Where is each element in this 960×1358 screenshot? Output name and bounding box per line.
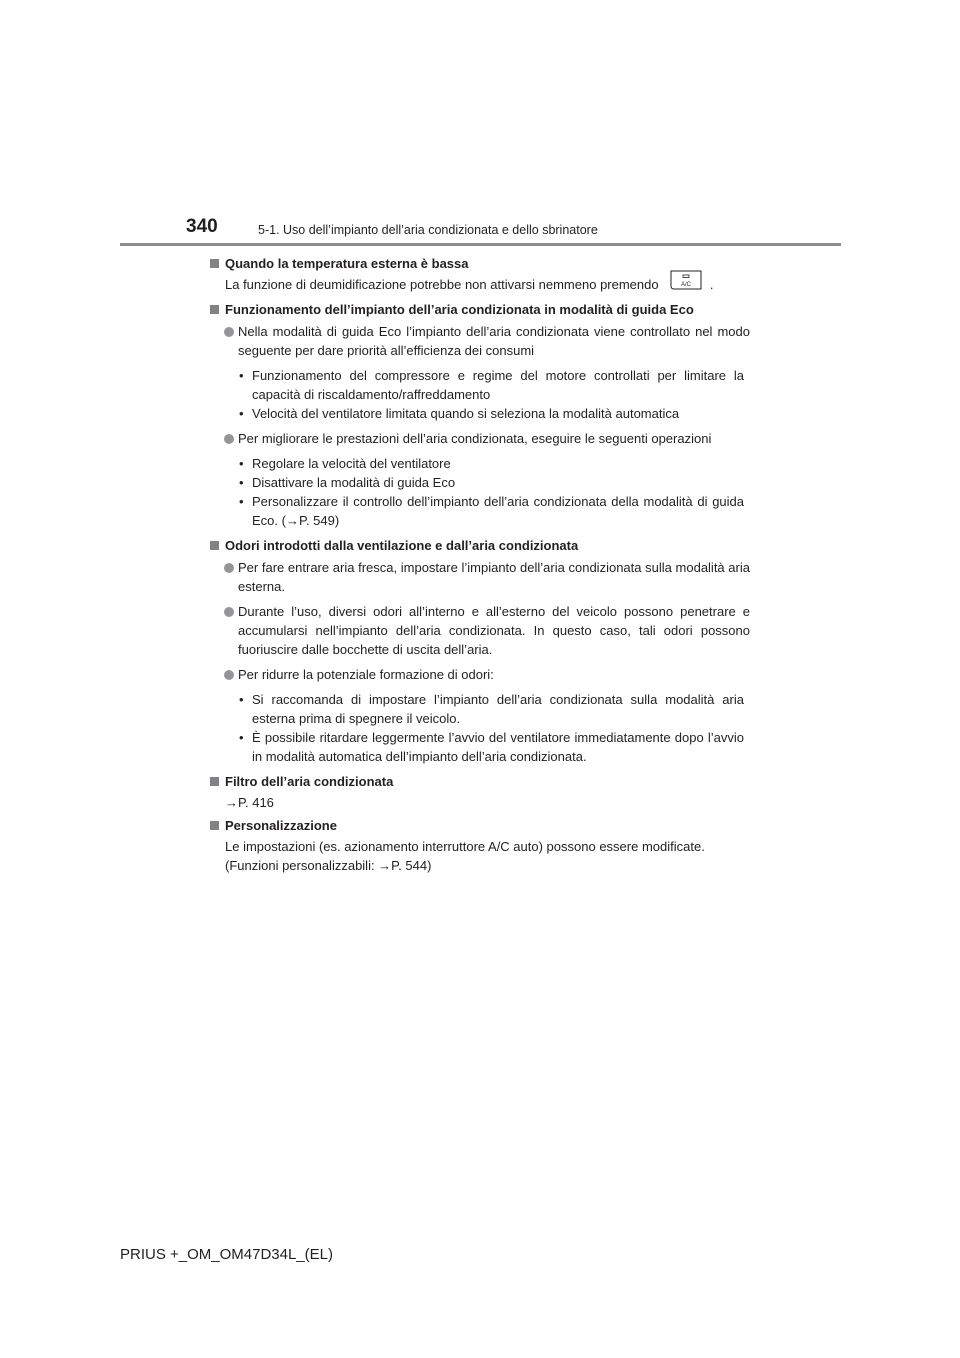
bullet-item: [210, 322, 750, 360]
section-heading-text: Odori introdotti dalla ventilazione e dall’aria condizionata: [225, 538, 579, 554]
sub-bullet-glyph: •: [239, 475, 244, 491]
sub-list: [210, 366, 750, 423]
section-title: 5-1. Uso dell’impianto dell’aria condizionata e dello sbrinatore: [258, 223, 598, 237]
page-header: [0, 0, 960, 250]
square-marker-icon: [210, 541, 219, 550]
bullet-text: Durante l’uso, diversi odori all’interno e all’esterno del veicolo possono penetrare e accumularsi nell’impianto dell’aria condizionata. In questo caso, tali odori possono fuoriuscire dalle bocchette di uscita dell’aria.: [238, 604, 750, 658]
bullet-text: Per fare entrare aria fresca, impostare l’impianto dell’aria condizionata sulla modalità aria esterna.: [238, 560, 750, 595]
sub-item-text: Disattivare la modalità di guida Eco: [252, 475, 456, 491]
sub-item-text: È possibile ritardare leggermente l’avvio del ventilatore immediatamente dopo l’avvio in modalità automatica dell’impianto dell’aria condizionata.: [252, 730, 744, 765]
bullet-item: [210, 558, 750, 596]
sub-item-text: Funzionamento del compressore e regime del motore controllati per limitare la capacità di riscaldamento/raffreddamento: [252, 368, 744, 403]
sub-bullet-glyph: •: [239, 406, 244, 422]
body-text-end: .: [709, 277, 714, 292]
body-text: La funzione di deumidificazione potrebbe non attivarsi nemmeno premendo: [225, 277, 659, 292]
bullet-text: Per migliorare le prestazioni dell’aria condizionata, eseguire le seguenti operazioni: [238, 431, 712, 447]
section-body: [210, 275, 750, 296]
section-heading-text: Funzionamento dell’impianto dell’aria condizionata in modalità di guida Eco: [225, 302, 694, 318]
square-marker-icon: [210, 821, 219, 830]
section-body: [210, 793, 750, 812]
sub-list: [210, 690, 750, 766]
section-customization: [210, 816, 750, 875]
sub-bullet-glyph: •: [239, 456, 244, 472]
header-divider: [120, 243, 841, 246]
section-low-outside-temperature: [210, 254, 750, 296]
page-reference-link[interactable]: (Funzioni personalizzabili: →P. 544): [225, 858, 432, 874]
sub-item-text: Regolare la velocità del ventilatore: [252, 456, 451, 472]
sub-list-item: [210, 454, 750, 473]
square-marker-icon: [210, 305, 219, 314]
page-number: 340: [186, 216, 218, 237]
page-reference-link[interactable]: →P. 416: [225, 795, 274, 811]
page-content: [210, 254, 750, 879]
section-heading: [210, 300, 750, 319]
sub-item-text: Si raccomanda di impostare l’impianto dell’aria condizionata sulla modalità aria esterna prima di spegnere il veicolo.: [252, 692, 744, 727]
sub-list-item: [210, 404, 750, 423]
square-marker-icon: [210, 777, 219, 786]
ac-button-icon: [668, 269, 704, 296]
section-odors: [210, 536, 750, 766]
section-heading: [210, 536, 750, 555]
sub-item-text: Personalizzare il controllo dell’impianto dell’aria condizionata della modalità di guida Eco. (→P. 549): [252, 494, 744, 529]
section-heading: [210, 772, 750, 791]
sub-list-item: [210, 728, 750, 766]
sub-bullet-glyph: •: [239, 368, 244, 384]
circle-bullet-icon: [224, 434, 234, 444]
section-heading: [210, 816, 750, 835]
square-marker-icon: [210, 259, 219, 268]
circle-bullet-icon: [224, 670, 234, 680]
body-text: Le impostazioni (es. azionamento interruttore A/C auto) possono essere modificate.: [225, 839, 705, 855]
circle-bullet-icon: [224, 607, 234, 617]
sub-bullet-glyph: •: [239, 692, 244, 708]
section-body: [210, 837, 750, 875]
section-ac-filter: [210, 772, 750, 812]
sub-list-item: [210, 492, 750, 530]
bullet-text: Nella modalità di guida Eco l’impianto dell’aria condizionata viene controllato nel modo seguente per dare priorità all’efficienza dei consumi: [238, 324, 750, 359]
sub-list-item: [210, 366, 750, 404]
section-heading-text: Filtro dell’aria condizionata: [225, 774, 394, 790]
sub-item-text: Velocità del ventilatore limitata quando si seleziona la modalità automatica: [252, 406, 680, 422]
section-heading: [210, 254, 750, 273]
sub-list-item: [210, 690, 750, 728]
sub-bullet-glyph: •: [239, 730, 244, 746]
bullet-item: [210, 429, 750, 448]
section-heading-text: Personalizzazione: [225, 818, 337, 834]
circle-bullet-icon: [224, 563, 234, 573]
sub-list: [210, 454, 750, 530]
section-heading-text: Quando la temperatura esterna è bassa: [225, 256, 469, 271]
bullet-item: [210, 602, 750, 659]
sub-list-item: [210, 473, 750, 492]
sub-bullet-glyph: •: [239, 494, 244, 510]
document-code: PRIUS +_OM_OM47D34L_(EL): [120, 1246, 334, 1263]
bullet-item: [210, 665, 750, 684]
circle-bullet-icon: [224, 327, 234, 337]
section-eco-mode: [210, 300, 750, 530]
bullet-text: Per ridurre la potenziale formazione di odori:: [238, 667, 494, 683]
ac-icon-label: A/C: [681, 282, 692, 289]
